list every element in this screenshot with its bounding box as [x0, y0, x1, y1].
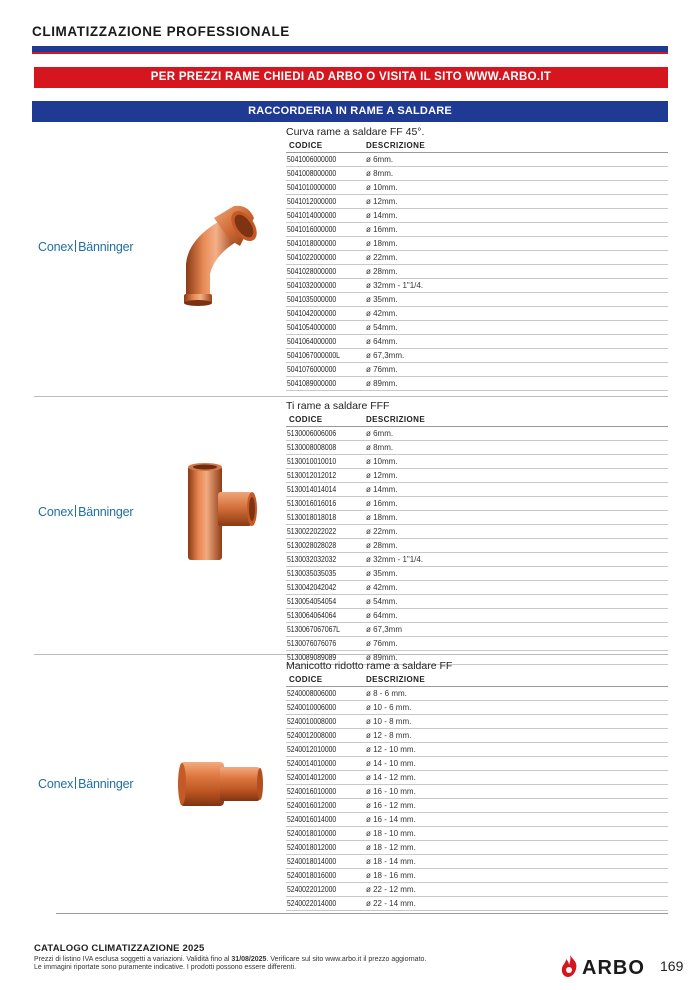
product-description: ø 8mm. — [366, 169, 394, 178]
table-row — [286, 595, 668, 609]
table-row — [286, 785, 668, 799]
arbo-logo-text: ARBO — [582, 957, 645, 979]
table-row — [286, 321, 668, 335]
table-row — [286, 469, 668, 483]
table-row — [286, 701, 668, 715]
image-disclaimer: Le immagini riportate sono puramente indicative. I prodotti possono essere differenti. — [34, 964, 297, 971]
product-code: 5240012010000 — [287, 745, 337, 754]
product-code: 5240016010000 — [287, 787, 337, 796]
table-row — [286, 883, 668, 897]
table-row — [286, 195, 668, 209]
product-description: ø 22mm. — [366, 527, 398, 536]
product-description: ø 14mm. — [366, 211, 398, 220]
product-code: 5130054054054 — [287, 597, 337, 606]
table-header — [286, 139, 668, 153]
reducer-image — [176, 758, 264, 810]
product-description: ø 18 - 12 mm. — [366, 843, 416, 852]
header-divider-red — [32, 52, 668, 54]
table-row — [286, 581, 668, 595]
product-description: ø 6mm. — [366, 155, 394, 164]
product-code: 5130028028028 — [287, 541, 337, 550]
product-code: 5240018012000 — [287, 843, 337, 852]
product-description: ø 22 - 12 mm. — [366, 885, 416, 894]
product-code: 5240018010000 — [287, 829, 337, 838]
table-row — [286, 265, 668, 279]
desc-header: DESCRIZIONE — [366, 415, 426, 424]
product-description: ø 54mm. — [366, 597, 398, 606]
product-description: ø 67,3mm. — [366, 351, 405, 360]
content-end-divider — [56, 913, 668, 914]
product-code: 5240008006000 — [287, 689, 337, 698]
code-header: CODICE — [289, 675, 323, 684]
product-description: ø 16 - 14 mm. — [366, 815, 416, 824]
arbo-logo — [560, 952, 650, 980]
product-code: 5130042042042 — [287, 583, 337, 592]
product-code: 5130016016016 — [287, 499, 337, 508]
product-code: 5240010008000 — [287, 717, 337, 726]
product-code: 5130064064064 — [287, 611, 337, 620]
table-row — [286, 897, 668, 911]
product-code: 5130008008008 — [287, 443, 337, 452]
product-description: ø 10 - 8 mm. — [366, 717, 412, 726]
elbow-45-image — [178, 200, 260, 310]
product-code: 5240016012000 — [287, 801, 337, 810]
product-description: ø 64mm. — [366, 611, 398, 620]
product-code: 5041028000000 — [287, 267, 337, 276]
product-description: ø 54mm. — [366, 323, 398, 332]
product-code: 5130022022022 — [287, 527, 337, 536]
table-row — [286, 279, 668, 293]
table-row — [286, 363, 668, 377]
product-code: 5130010010010 — [287, 457, 337, 466]
table-row — [286, 483, 668, 497]
table-row — [286, 539, 668, 553]
footer — [34, 943, 534, 971]
product-description: ø 16mm. — [366, 225, 398, 234]
table-header — [286, 413, 668, 427]
product-code: 5041006000000 — [287, 155, 337, 164]
code-header: CODICE — [289, 415, 323, 424]
table-row — [286, 237, 668, 251]
table-row — [286, 525, 668, 539]
product-description: ø 89mm. — [366, 379, 398, 388]
price-validity-note: Prezzi di listino IVA esclusa soggetti a variazioni. Validità fino al 31/08/2025. Verificare sul sito www.arbo.it il prezzo aggiornato. — [34, 956, 427, 963]
product-code: 5130067067067L — [287, 625, 340, 634]
table-row — [286, 687, 668, 701]
product-description: ø 8 - 6 mm. — [366, 689, 407, 698]
product-description: ø 16mm. — [366, 499, 398, 508]
product-description: ø 12 - 10 mm. — [366, 745, 416, 754]
product-description: ø 14 - 12 mm. — [366, 773, 416, 782]
page-title: CLIMATIZZAZIONE PROFESSIONALE — [32, 24, 290, 39]
table-row — [286, 167, 668, 181]
product-code: 5130014014014 — [287, 485, 337, 494]
table-row — [286, 827, 668, 841]
product-description: ø 14mm. — [366, 485, 398, 494]
table-row — [286, 377, 668, 391]
table-row — [286, 223, 668, 237]
product-code: 5130018018018 — [287, 513, 337, 522]
table-row — [286, 799, 668, 813]
product-code: 5041022000000 — [287, 253, 337, 262]
table-row — [286, 307, 668, 321]
catalog-title: CATALOGO CLIMATIZZAZIONE 2025 — [34, 943, 205, 954]
product-description: ø 12 - 8 mm. — [366, 731, 412, 740]
product-description: ø 32mm - 1"1/4. — [366, 281, 424, 290]
product-code: 5041032000000 — [287, 281, 337, 290]
product-title: Manicotto ridotto rame a saldare FF — [286, 660, 453, 672]
product-code: 5130012012012 — [287, 471, 337, 480]
product-description: ø 8mm. — [366, 443, 394, 452]
table-row — [286, 335, 668, 349]
table-row — [286, 743, 668, 757]
product-description: ø 89mm. — [366, 653, 398, 662]
table-row — [286, 609, 668, 623]
table-row — [286, 511, 668, 525]
product-code: 5130006006006 — [287, 429, 337, 438]
product-code: 5240018014000 — [287, 857, 337, 866]
product-description: ø 28mm. — [366, 267, 398, 276]
product-description: ø 76mm. — [366, 365, 398, 374]
brand-logo: Conex Bänninger — [38, 240, 134, 254]
product-code: 5130032032032 — [287, 555, 337, 564]
product-code: 5130076076076 — [287, 639, 337, 648]
tee-image — [182, 460, 262, 564]
table-row — [286, 497, 668, 511]
table-row — [286, 251, 668, 265]
product-description: ø 12mm. — [366, 471, 398, 480]
product-description: ø 18mm. — [366, 239, 398, 248]
brand-logo: Conex Bänninger — [38, 505, 134, 519]
table-header — [286, 673, 668, 687]
product-description: ø 6mm. — [366, 429, 394, 438]
product-description: ø 10 - 6 mm. — [366, 703, 412, 712]
table-row — [286, 841, 668, 855]
product-description: ø 16 - 12 mm. — [366, 801, 416, 810]
table-row — [286, 441, 668, 455]
product-code: 5240014012000 — [287, 773, 337, 782]
product-description: ø 67,3mm — [366, 625, 403, 634]
table-row — [286, 729, 668, 743]
product-code: 5240018016000 — [287, 871, 337, 880]
product-description: ø 10mm. — [366, 457, 398, 466]
product-description: ø 35mm. — [366, 295, 398, 304]
product-code: 5041064000000 — [287, 337, 337, 346]
table-row — [286, 869, 668, 883]
product-code: 5041016000000 — [287, 225, 337, 234]
product-code: 5041014000000 — [287, 211, 337, 220]
product-code: 5041042000000 — [287, 309, 337, 318]
product-table-tee — [286, 399, 668, 665]
table-row — [286, 813, 668, 827]
product-code: 5041089000000 — [287, 379, 337, 388]
product-code: 5240014010000 — [287, 759, 337, 768]
product-code: 5041008000000 — [287, 169, 337, 178]
table-row — [286, 771, 668, 785]
product-code: 5240010006000 — [287, 703, 337, 712]
product-code: 5130089089089 — [287, 653, 337, 662]
table-row — [286, 757, 668, 771]
table-row — [286, 153, 668, 167]
code-header: CODICE — [289, 141, 323, 150]
price-notice-banner: PER PREZZI RAME CHIEDI AD ARBO O VISITA IL SITO WWW.ARBO.IT — [34, 67, 668, 88]
table-row — [286, 455, 668, 469]
product-table-reducer — [286, 659, 668, 911]
product-description: ø 42mm. — [366, 583, 398, 592]
table-row — [286, 715, 668, 729]
product-code: 5041010000000 — [287, 183, 337, 192]
product-description: ø 14 - 10 mm. — [366, 759, 416, 768]
product-code: 5041035000000 — [287, 295, 337, 304]
product-description: ø 22 - 14 mm. — [366, 899, 416, 908]
desc-header: DESCRIZIONE — [366, 675, 426, 684]
table-row — [286, 637, 668, 651]
product-description: ø 18 - 16 mm. — [366, 871, 416, 880]
product-description: ø 28mm. — [366, 541, 398, 550]
product-description: ø 10mm. — [366, 183, 398, 192]
product-description: ø 12mm. — [366, 197, 398, 206]
page-number: 169 — [660, 958, 684, 974]
product-title: Curva rame a saldare FF 45°. — [286, 126, 425, 138]
brand-logo: Conex Bänninger — [38, 777, 134, 791]
product-description: ø 16 - 10 mm. — [366, 787, 416, 796]
product-code: 5240022014000 — [287, 899, 337, 908]
product-description: ø 64mm. — [366, 337, 398, 346]
table-row — [286, 181, 668, 195]
table-row — [286, 293, 668, 307]
product-code: 5041067000000L — [287, 351, 340, 360]
product-code: 5240022012000 — [287, 885, 337, 894]
product-description: ø 42mm. — [366, 309, 398, 318]
desc-header: DESCRIZIONE — [366, 141, 426, 150]
product-description: ø 35mm. — [366, 569, 398, 578]
product-code: 5130035035035 — [287, 569, 337, 578]
product-table-elbow — [286, 125, 668, 391]
table-row — [286, 567, 668, 581]
product-description: ø 22mm. — [366, 253, 398, 262]
table-row — [286, 623, 668, 637]
product-code: 5041054000000 — [287, 323, 337, 332]
product-description: ø 32mm - 1"1/4. — [366, 555, 424, 564]
product-description: ø 18 - 10 mm. — [366, 829, 416, 838]
table-row — [286, 427, 668, 441]
table-row — [286, 349, 668, 363]
product-description: ø 76mm. — [366, 639, 398, 648]
product-title: Ti rame a saldare FFF — [286, 400, 390, 412]
table-row — [286, 855, 668, 869]
product-code: 5041076000000 — [287, 365, 337, 374]
product-code: 5240012008000 — [287, 731, 337, 740]
table-row — [286, 553, 668, 567]
product-description: ø 18mm. — [366, 513, 398, 522]
product-description: ø 18 - 14 mm. — [366, 857, 416, 866]
product-code: 5041012000000 — [287, 197, 337, 206]
product-code: 5240016014000 — [287, 815, 337, 824]
product-code: 5041018000000 — [287, 239, 337, 248]
category-banner: RACCORDERIA IN RAME A SALDARE — [32, 101, 668, 122]
section-divider — [34, 396, 668, 397]
table-row — [286, 209, 668, 223]
